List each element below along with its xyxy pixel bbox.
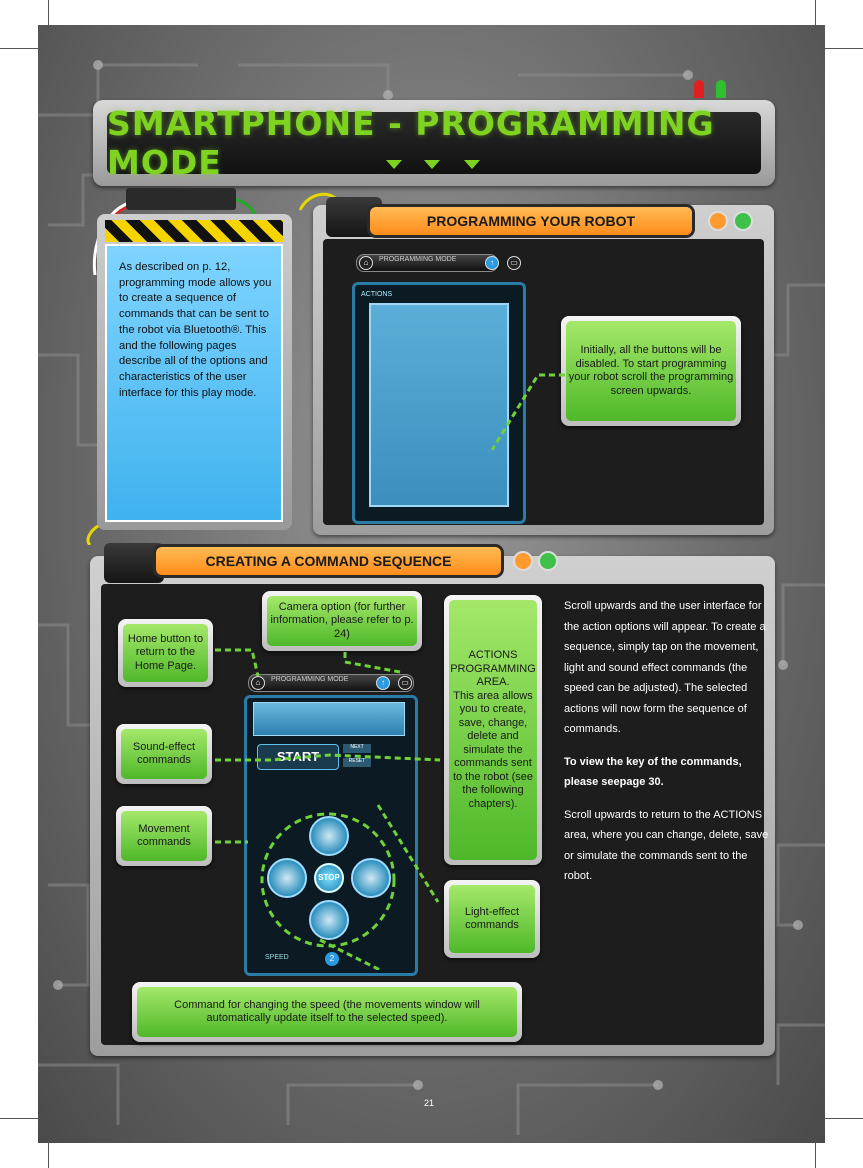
- red-led-icon: [694, 80, 704, 98]
- phone-top-bar: PROGRAMMING MODE: [248, 674, 414, 692]
- phone-top-bar: PROGRAMMING MODE: [356, 254, 498, 272]
- callout-connectors: [200, 640, 460, 970]
- intro-text: As described on p. 12, programming mode allows you to create a sequence of commands that can be sent to the robot via Bluetooth®. This and the following pages describe all of the options and characteristics of the user interface for this play mode.: [119, 261, 272, 399]
- home-icon[interactable]: ⌂: [359, 256, 373, 270]
- crop-mark: [823, 1118, 863, 1119]
- section2-heading: CREATING A COMMAND SEQUENCE: [205, 553, 452, 569]
- tab-handle: [104, 543, 164, 583]
- orange-dot-icon: [513, 551, 533, 571]
- info-icon[interactable]: ↑: [485, 256, 499, 270]
- camera-icon[interactable]: ▭: [398, 676, 412, 690]
- reset-button[interactable]: RESET: [343, 758, 371, 767]
- speed-label: SPEED: [265, 954, 289, 961]
- section2-tab: [156, 547, 501, 575]
- crop-mark: [0, 1118, 40, 1119]
- down-arrow-icon: [386, 160, 402, 169]
- down-arrow-icon: [464, 160, 480, 169]
- instructions-text: Scroll upwards and the user interface for the action options will appear. To create a sequence, simply tap on the movement, light and sound effect commands (the speed can be adjusted). The selected actions will now form the sequence of commands. To view the key of the commands, please seepage 30. Scroll upwards to return to the ACTIONS area, where you can change, delete, save or simulate the commands sent to the robot.: [564, 600, 769, 882]
- crop-mark: [823, 48, 863, 49]
- actions-label: ACTIONS: [361, 291, 393, 298]
- sound-callout: Sound-effect commands: [116, 724, 212, 784]
- speed-value[interactable]: 2: [325, 952, 339, 966]
- green-led-icon: [716, 80, 726, 98]
- green-dot-icon: [733, 211, 753, 231]
- crop-mark: [48, 1140, 49, 1168]
- orange-dot-icon: [708, 211, 728, 231]
- start-button[interactable]: START: [257, 744, 339, 770]
- camera-icon[interactable]: ▭: [507, 256, 521, 270]
- callout-connector: [480, 370, 570, 460]
- section1-tab: [370, 207, 692, 235]
- page-number: 21: [424, 1098, 435, 1108]
- title-banner: [93, 100, 775, 186]
- movement-callout: Movement commands: [116, 806, 212, 866]
- camera-callout: Camera option (for further information, please refer to p. 24): [262, 591, 422, 651]
- crop-mark: [815, 0, 816, 30]
- down-arrow-icon: [424, 160, 440, 169]
- section1-callout: Initially, all the buttons will be disabled. To start programming your robot scroll the programming screen upwards.: [561, 316, 741, 426]
- home-icon[interactable]: ⌂: [251, 676, 265, 690]
- crop-mark: [48, 0, 49, 30]
- page-title: SMARTPHONE - PROGRAMMING MODE: [107, 104, 715, 182]
- light-callout: Light-effect commands: [444, 880, 540, 958]
- crop-mark: [815, 1140, 816, 1168]
- hazard-stripes: [105, 220, 283, 242]
- actions-area-callout: ACTIONS PROGRAMMING AREA. This area allows you to create, save, change, delete and simulate the commands sent to the robot (see the following chapters).: [444, 595, 542, 865]
- stop-button[interactable]: STOP: [314, 863, 344, 893]
- crop-mark: [0, 48, 40, 49]
- intro-panel: [97, 214, 292, 530]
- section1-heading: PROGRAMMING YOUR ROBOT: [426, 213, 636, 229]
- info-icon[interactable]: ↑: [376, 676, 390, 690]
- green-dot-icon: [538, 551, 558, 571]
- home-callout: Home button to return to the Home Page.: [118, 619, 213, 687]
- connector-block: [126, 188, 236, 210]
- speed-callout: Command for changing the speed (the movements window will automatically update itself to the selected speed).: [132, 982, 522, 1042]
- next-button[interactable]: NEXT: [343, 744, 371, 753]
